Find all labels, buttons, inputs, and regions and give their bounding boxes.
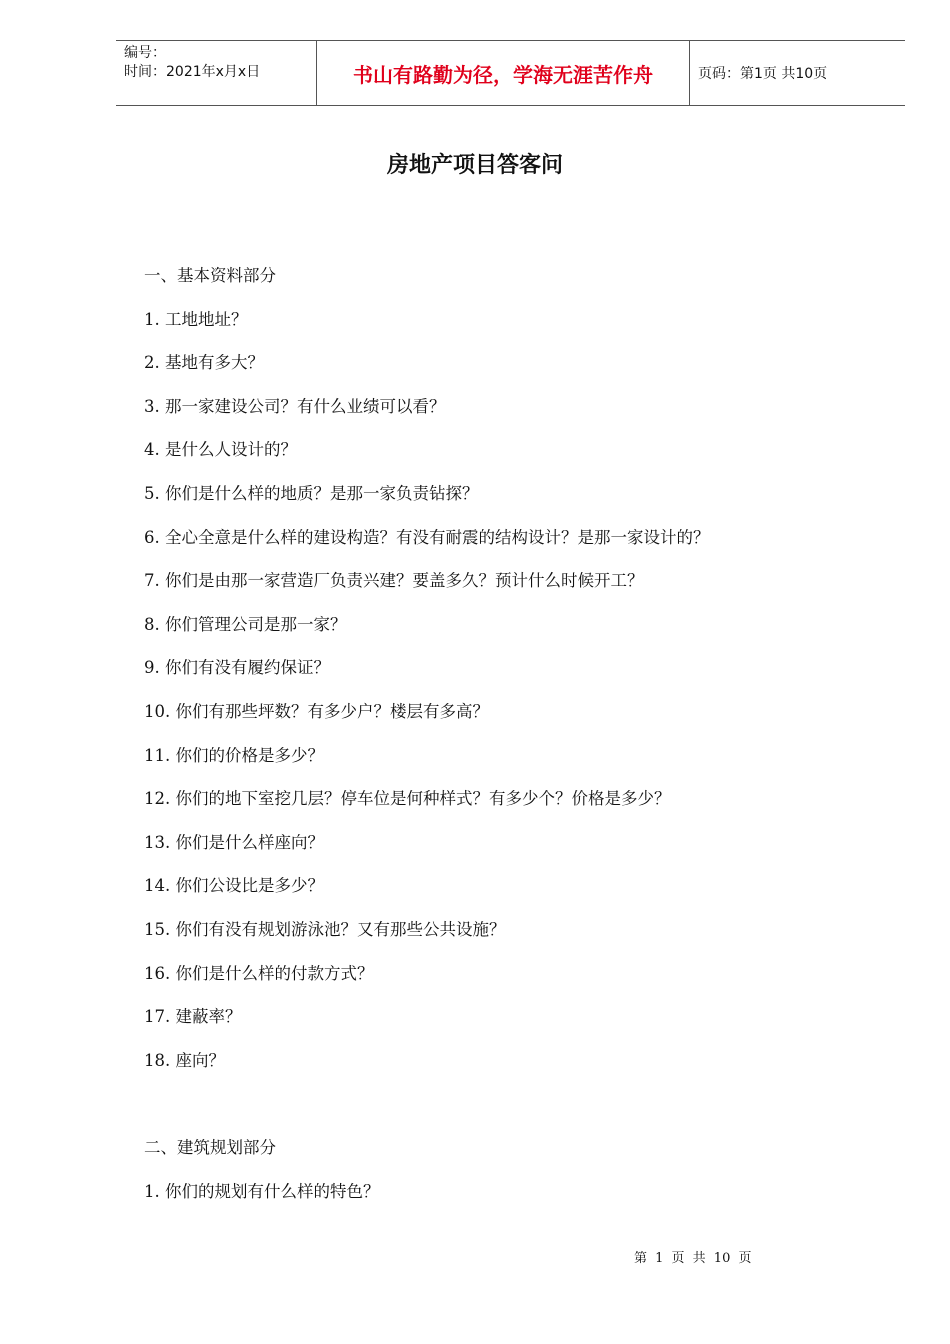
list-item: 13. 你们是什么样座向？ xyxy=(144,832,324,852)
list-item: 7. 你们是由那一家营造厂负责兴建？要盖多久？预计什么时候开工？ xyxy=(144,571,644,591)
list-item: 1. 你们的规划有什么样的特色？ xyxy=(144,1181,380,1201)
document-date: 时间：2021年x月x日 xyxy=(124,64,261,80)
list-item: 15. 你们有没有规划游泳池？又有那些公共设施？ xyxy=(144,919,506,939)
list-item: 17. 建蔽率？ xyxy=(144,1007,242,1027)
document-body xyxy=(144,262,710,1221)
list-item: 1. 工地地址？ xyxy=(144,309,248,329)
section-heading: 二、建筑规划部分 xyxy=(144,1138,276,1158)
list-item: 4. 是什么人设计的？ xyxy=(144,440,297,460)
list-item: 9. 你们有没有履约保证？ xyxy=(144,658,330,678)
list-item: 2. 基地有多大？ xyxy=(144,353,264,373)
header-meta xyxy=(116,41,316,105)
list-item: 14. 你们公设比是多少？ xyxy=(144,876,324,896)
list-item: 11. 你们的价格是多少？ xyxy=(144,745,324,765)
header-motto: 书山有路勤为径，学海无涯苦作舟 xyxy=(316,41,690,105)
section-heading: 一、基本资料部分 xyxy=(144,266,276,285)
section-spacer xyxy=(144,1090,710,1134)
list-item: 12. 你们的地下室挖几层？停车位是何种样式？有多少个？价格是多少？ xyxy=(144,789,671,809)
list-item: 8. 你们管理公司是那一家？ xyxy=(144,614,347,634)
list-item: 5. 你们是什么样的地质？是那一家负责钻探？ xyxy=(144,483,479,503)
document-number-label: 编号： xyxy=(124,45,166,61)
list-item: 18. 座向？ xyxy=(144,1050,225,1070)
page-footer: 第 1 页 共 10 页 xyxy=(634,1251,752,1266)
page-header xyxy=(116,40,905,106)
list-item: 10. 你们有那些坪数？有多少户？楼层有多高？ xyxy=(144,701,489,721)
list-item: 6. 全心全意是什么样的建设构造？有没有耐震的结构设计？是那一家设计的？ xyxy=(144,527,710,547)
list-item: 16. 你们是什么样的付款方式？ xyxy=(144,963,374,983)
list-item: 3. 那一家建设公司？有什么业绩可以看？ xyxy=(144,396,446,416)
document-title: 房地产项目答客问 xyxy=(386,153,563,178)
header-page-info: 页码：第1页 共10页 xyxy=(698,66,828,82)
